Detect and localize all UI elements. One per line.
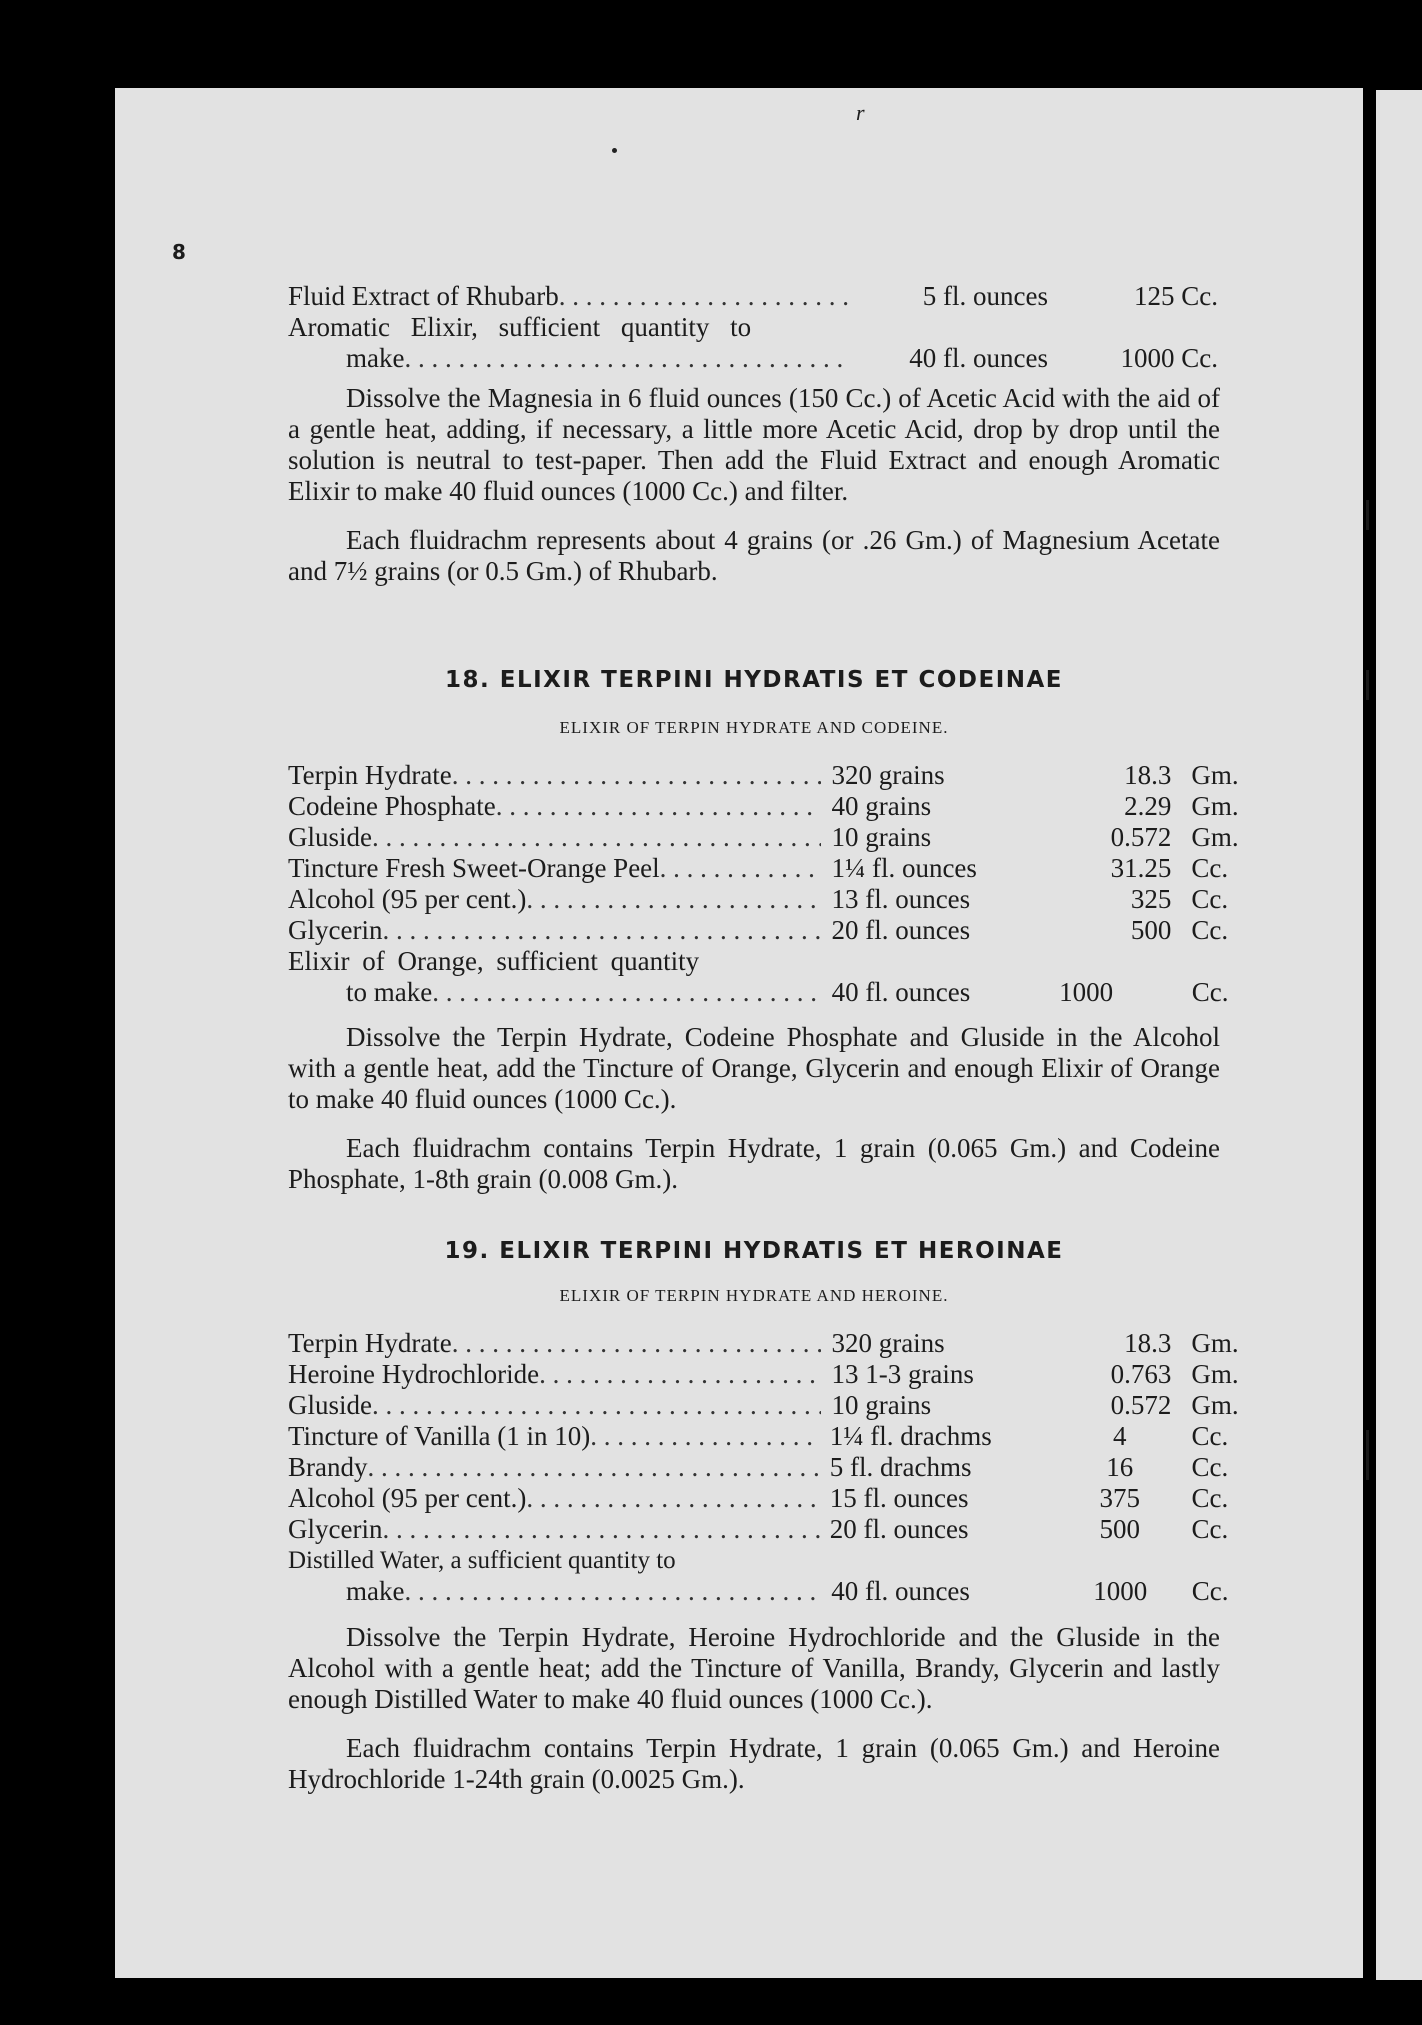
section-18-text bbox=[288, 1022, 1220, 1195]
ingredient-unit: Cc. bbox=[1191, 1452, 1229, 1482]
ingredient-name: Alcohol (95 per cent.) bbox=[288, 1483, 527, 1513]
ingredient-metric: 125 Cc. bbox=[1134, 281, 1218, 311]
ingredient-row bbox=[288, 791, 1248, 822]
ingredient-metric: 1000 Cc. bbox=[1120, 343, 1218, 373]
ingredient-unit: Cc. bbox=[1191, 915, 1229, 945]
section-18-ingredients bbox=[288, 760, 1248, 1008]
ingredient-row bbox=[288, 1545, 1248, 1576]
ingredient-amount: 10 grains bbox=[831, 1390, 932, 1420]
ingredient-row bbox=[288, 946, 1248, 977]
ingredient-metric: 375 bbox=[1099, 1483, 1141, 1513]
ingredient-name: Heroine Hydrochloride bbox=[288, 1359, 540, 1389]
ingredient-name: Fluid Extract of Rhubarb bbox=[288, 281, 559, 311]
section-18-title: 18. ELIXIR TERPINI HYDRATIS ET CODEINAE bbox=[444, 667, 1064, 693]
ingredient-amount: 5 fl. ounces bbox=[922, 281, 1048, 311]
ingredient-row bbox=[288, 1359, 1248, 1390]
ingredient-metric: 18.3 bbox=[1124, 760, 1172, 790]
ingredient-unit: Cc. bbox=[1191, 1421, 1229, 1451]
ingredient-name: Glycerin bbox=[288, 1514, 383, 1544]
continuation-ingredients bbox=[288, 281, 1228, 374]
ingredient-unit: Cc. bbox=[1191, 853, 1229, 883]
ingredient-unit: Gm. bbox=[1191, 791, 1239, 821]
ingredient-row bbox=[288, 853, 1248, 884]
ingredient-name: make bbox=[346, 1576, 405, 1606]
ingredient-row bbox=[288, 760, 1248, 791]
ingredient-metric: 2.29 bbox=[1124, 791, 1172, 821]
ingredient-metric: 325 bbox=[1130, 884, 1172, 914]
ingredient-row bbox=[288, 977, 1248, 1008]
ingredient-row bbox=[288, 1514, 1248, 1545]
ingredient-metric: 16 bbox=[1106, 1452, 1134, 1482]
ingredient-name: Terpin Hydrate bbox=[288, 760, 452, 790]
ingredient-amount: 5 fl. drachms bbox=[829, 1452, 972, 1482]
ingredient-unit: Gm. bbox=[1191, 1390, 1239, 1420]
ingredient-name: Gluside bbox=[288, 1390, 372, 1420]
ingredient-row bbox=[288, 1483, 1248, 1514]
ingredient-metric: 4 bbox=[1113, 1421, 1127, 1451]
ingredient-row bbox=[288, 343, 1228, 374]
paragraph: Dissolve the Terpin Hydrate, Heroine Hydrochloride and the Gluside in the Alcohol with a gentle heat; add the Tincture of Vanilla, Brandy, Glycerin and lastly enough Distilled Water to make 40 fluid ounces (1000 Cc.). bbox=[288, 1622, 1220, 1714]
continuation-text bbox=[288, 383, 1220, 587]
ingredient-row bbox=[288, 822, 1248, 853]
ingredient-metric: 500 bbox=[1099, 1514, 1141, 1544]
section-19-ingredients bbox=[288, 1328, 1248, 1607]
paragraph: Dissolve the Magnesia in 6 fluid ounces (150 Cc.) of Acetic Acid with the aid of a gentle heat, adding, if necessary, a little more Acetic Acid, drop by drop until the solution is neutral to test-paper. Then add the Fluid Extract and enough Aromatic Elixir to make 40 fluid ounces (1000 Cc.) and filter. bbox=[288, 383, 1220, 506]
paragraph: Each fluidrachm contains Terpin Hydrate, 1 grain (0.065 Gm.) and Codeine Phosphate, 1-8th grain (0.008 Gm.). bbox=[288, 1133, 1220, 1194]
ingredient-unit: Cc. bbox=[1191, 884, 1229, 914]
adjacent-page-edge bbox=[1376, 90, 1422, 1980]
ingredient-amount: 15 fl. ounces bbox=[829, 1483, 969, 1513]
ingredient-metric: 1000 bbox=[1059, 977, 1114, 1007]
ingredient-unit: Cc. bbox=[1191, 977, 1229, 1007]
ingredient-amount: 320 grains bbox=[831, 760, 945, 790]
ingredient-name: Codeine Phosphate bbox=[288, 791, 496, 821]
ingredient-name: Tincture Fresh Sweet-Orange Peel bbox=[288, 853, 660, 883]
ingredient-name: make bbox=[346, 343, 405, 373]
ingredient-name: Terpin Hydrate bbox=[288, 1328, 452, 1358]
ingredient-amount: 10 grains bbox=[831, 822, 932, 852]
ingredient-metric: 1000 bbox=[1093, 1576, 1148, 1606]
ingredient-amount: 20 fl. ounces bbox=[829, 1514, 969, 1544]
ingredient-metric: 31.25 bbox=[1110, 853, 1172, 883]
ingredient-name: to make bbox=[346, 977, 433, 1007]
ingredient-unit: Gm. bbox=[1191, 1328, 1239, 1358]
ingredient-name: Distilled Water, a sufficient quantity to bbox=[288, 1547, 676, 1574]
ingredient-metric: 500 bbox=[1130, 915, 1172, 945]
ingredient-metric: 0.763 bbox=[1110, 1359, 1172, 1389]
section-19-subtitle: ELIXIR OF TERPIN HYDRATE AND HEROINE. bbox=[559, 1286, 949, 1305]
page-edge-mark bbox=[1366, 1430, 1369, 1480]
ingredient-metric: 0.572 bbox=[1110, 822, 1172, 852]
paragraph: Each fluidrachm represents about 4 grains (or .26 Gm.) of Magnesium Acetate and 7½ grains (or 0.5 Gm.) of Rhubarb. bbox=[288, 525, 1220, 586]
paragraph: Dissolve the Terpin Hydrate, Codeine Phosphate and Gluside in the Alcohol with a gentle heat, add the Tincture of Orange, Glycerin and enough Elixir of Orange to make 40 fluid ounces (1000 Cc.). bbox=[288, 1022, 1220, 1114]
ingredient-unit: Gm. bbox=[1191, 1359, 1239, 1389]
ingredient-metric: 0.572 bbox=[1110, 1390, 1172, 1420]
ingredient-unit: Gm. bbox=[1191, 822, 1239, 852]
ingredient-amount: 320 grains bbox=[831, 1328, 945, 1358]
page-edge-mark bbox=[1366, 670, 1369, 700]
ingredient-metric: 18.3 bbox=[1124, 1328, 1172, 1358]
ingredient-row bbox=[288, 1576, 1248, 1607]
section-18-subtitle: ELIXIR OF TERPIN HYDRATE AND CODEINE. bbox=[559, 718, 949, 737]
ingredient-unit: Gm. bbox=[1191, 760, 1239, 790]
ingredient-row bbox=[288, 884, 1248, 915]
ingredient-amount: 1¼ fl. ounces bbox=[831, 853, 977, 883]
ingredient-row bbox=[288, 915, 1248, 946]
page-number: 8 bbox=[172, 240, 186, 264]
ingredient-amount: 40 grains bbox=[831, 791, 932, 821]
ingredient-row bbox=[288, 312, 848, 343]
ingredient-name: Brandy bbox=[288, 1452, 368, 1482]
ingredient-row bbox=[288, 281, 1228, 312]
ingredient-name: Glycerin bbox=[288, 915, 383, 945]
ingredient-amount: 40 fl. ounces bbox=[831, 977, 971, 1007]
ingredient-unit: Cc. bbox=[1191, 1576, 1229, 1606]
ingredient-row bbox=[288, 1328, 1248, 1359]
ingredient-unit: Cc. bbox=[1191, 1483, 1229, 1513]
ingredient-amount: 40 fl. ounces bbox=[831, 1576, 970, 1606]
page-edge-mark bbox=[1366, 500, 1369, 530]
ingredient-name: Alcohol (95 per cent.) bbox=[288, 884, 527, 914]
ingredient-amount: 20 fl. ounces bbox=[831, 915, 971, 945]
ingredient-row bbox=[288, 1390, 1248, 1421]
section-19-text bbox=[288, 1622, 1220, 1795]
ingredient-amount: 13 1-3 grains bbox=[831, 1359, 974, 1389]
ingredient-row bbox=[288, 1421, 1248, 1452]
ingredient-name: Elixir of Orange, sufficient quantity bbox=[288, 946, 700, 976]
stray-mark bbox=[612, 148, 617, 153]
ingredient-amount: 1¼ fl. drachms bbox=[829, 1421, 992, 1451]
top-mark: r bbox=[856, 100, 865, 125]
ingredient-name: Tincture of Vanilla (1 in 10) bbox=[288, 1421, 591, 1451]
ingredient-row bbox=[288, 1452, 1248, 1483]
section-19-title: 19. ELIXIR TERPINI HYDRATIS ET HEROINAE bbox=[444, 1238, 1064, 1264]
ingredient-unit: Cc. bbox=[1191, 1514, 1229, 1544]
ingredient-amount: 13 fl. ounces bbox=[831, 884, 971, 914]
paragraph: Each fluidrachm contains Terpin Hydrate, 1 grain (0.065 Gm.) and Heroine Hydrochloride 1-24th grain (0.0025 Gm.). bbox=[288, 1733, 1220, 1794]
ingredient-amount: 40 fl. ounces bbox=[909, 343, 1048, 373]
ingredient-name: Aromatic Elixir, sufficient quantity to bbox=[288, 312, 752, 342]
ingredient-name: Gluside bbox=[288, 822, 372, 852]
